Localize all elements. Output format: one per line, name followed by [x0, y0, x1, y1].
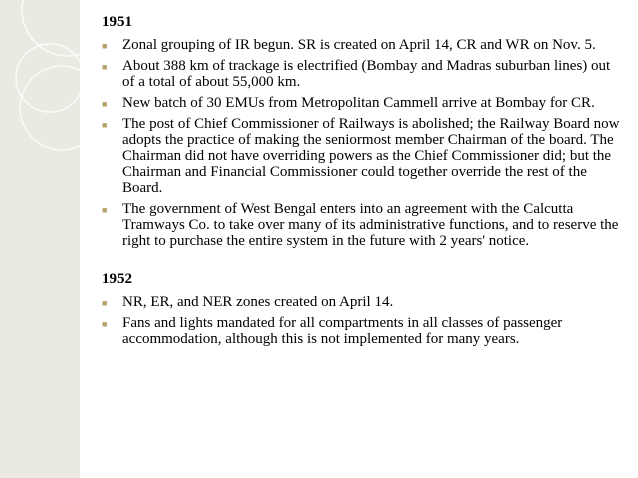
list-item-text: Zonal grouping of IR begun. SR is created on April 14, CR and WR on Nov. 5.	[122, 37, 596, 53]
list-item	[102, 315, 622, 347]
square-bullet-icon: ■	[102, 298, 108, 308]
list-item-text: Fans and lights mandated for all compartments in all classes of passenger accommodation, although this is not implemented for many years.	[122, 315, 563, 347]
square-bullet-icon: ■	[102, 41, 108, 51]
section-1952	[102, 271, 622, 347]
section-1951	[102, 14, 622, 249]
square-bullet-icon: ■	[102, 205, 108, 215]
list-item	[102, 116, 622, 196]
year-heading: 1951	[102, 14, 132, 30]
decorative-circles	[0, 0, 80, 478]
list-item-text: New batch of 30 EMUs from Metropolitan Cammell arrive at Bombay for CR.	[122, 95, 595, 111]
bullet-list	[102, 37, 622, 249]
list-item-text: The government of West Bengal enters into an agreement with the Calcutta Tramways Co. to take over many of its administrative functions, and to reserve the right to purchase the entire system in the future with 2 years' notice.	[122, 201, 619, 249]
list-item	[102, 37, 622, 53]
list-item	[102, 58, 622, 90]
list-item-text: NR, ER, and NER zones created on April 14.	[122, 294, 394, 310]
list-item	[102, 294, 622, 310]
square-bullet-icon: ■	[102, 319, 108, 329]
list-item	[102, 201, 622, 249]
list-item-text: The post of Chief Commissioner of Railways is abolished; the Railway Board now adopts the practice of making the seniormost member Chairman of the board. The Chairman did not have overriding powers as the Chief Commissioner did; but the Chairman and Financial Commissioner could together override the rest of the Board.	[122, 116, 620, 196]
bullet-list	[102, 294, 622, 347]
decorative-side-panel	[0, 0, 80, 478]
slide-content	[102, 14, 622, 352]
list-item	[102, 95, 622, 111]
list-item-text: About 388 km of trackage is electrified (Bombay and Madras suburban lines) out of a total of about 55,000 km.	[122, 58, 611, 90]
square-bullet-icon: ■	[102, 99, 108, 109]
year-heading: 1952	[102, 271, 132, 287]
square-bullet-icon: ■	[102, 62, 108, 72]
square-bullet-icon: ■	[102, 120, 108, 130]
